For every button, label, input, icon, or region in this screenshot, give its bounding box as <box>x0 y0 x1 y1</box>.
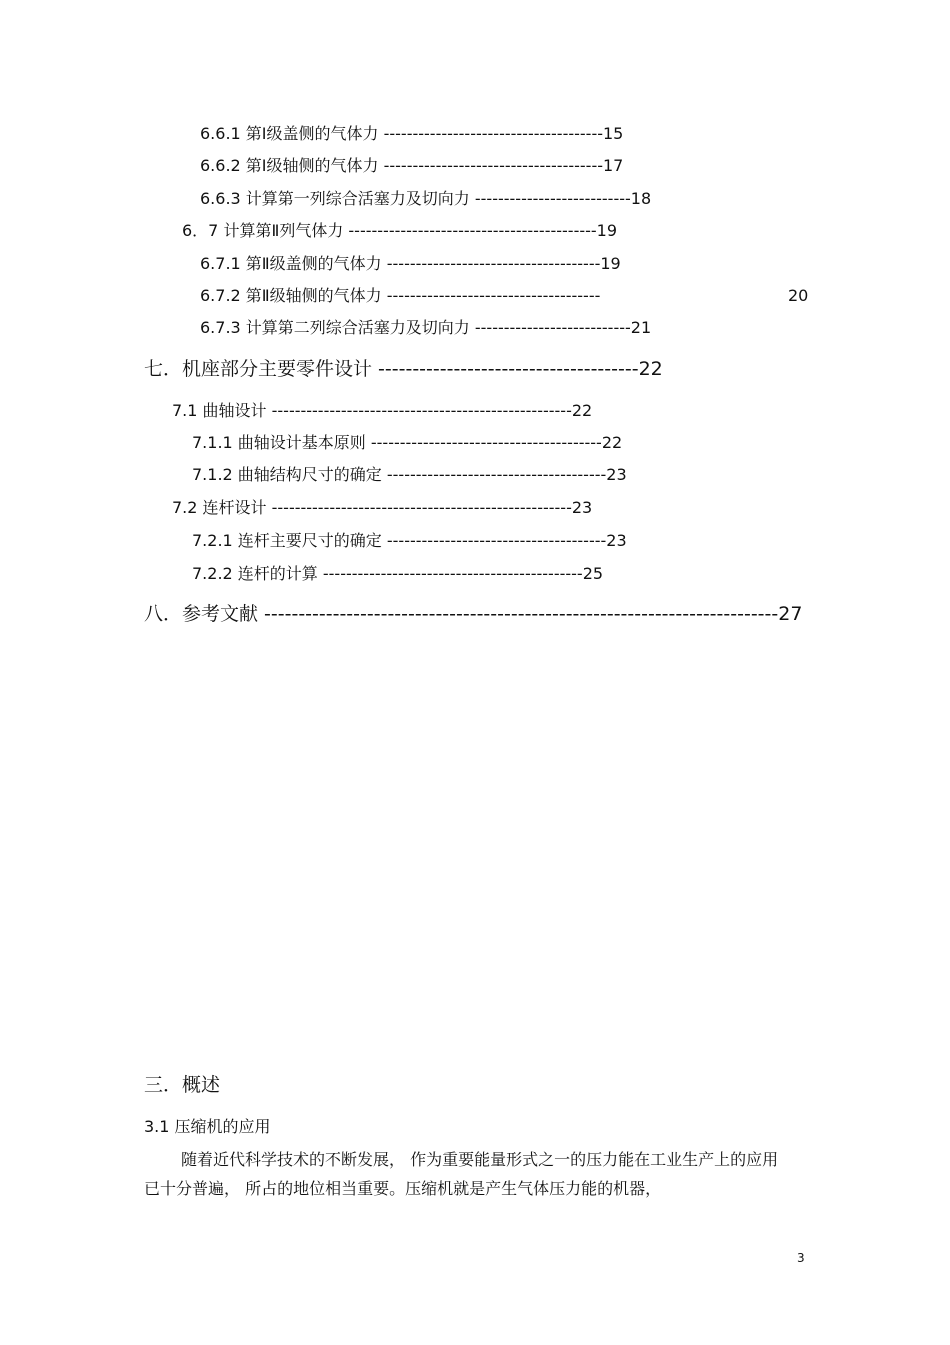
toc-entry-7-2-1: 7.2.1 连杆主要尺寸的确定 --------------------------------------23 <box>192 531 627 550</box>
toc-entry-6-7-2: 6.7.2 第Ⅱ级轴侧的气体力 ------------------------------------- <box>200 286 601 305</box>
toc-entry-7-2-2: 7.2.2 连杆的计算 ---------------------------------------------25 <box>192 564 604 583</box>
section-subtitle: 3.1 压缩机的应用 <box>144 1117 271 1136</box>
toc-chapter-7: 七．机座部分主要零件设计 --------------------------------------22 <box>144 358 663 380</box>
toc-entry-6-6-2: 6.6.2 第Ⅰ级轴侧的气体力 --------------------------------------17 <box>200 156 624 175</box>
toc-entry-6-7-2-page: 20 <box>788 286 809 305</box>
toc-entry-7-2: 7.2 连杆设计 ----------------------------------------------------23 <box>172 498 593 517</box>
toc-entry-7-1: 7.1 曲轴设计 ----------------------------------------------------22 <box>172 401 593 420</box>
section-paragraph: 随着近代科学技术的不断发展， 作为重要能量形式之一的压力能在工业生产上的应用已十分普遍， 所占的地位相当重要。压缩机就是产生气体压力能的机器， <box>144 1150 779 1198</box>
toc-entry-6-6-1: 6.6.1 第Ⅰ级盖侧的气体力 --------------------------------------15 <box>200 124 624 143</box>
toc-entry-7-1-2: 7.1.2 曲轴结构尺寸的确定 --------------------------------------23 <box>192 465 627 484</box>
toc-entry-6-7-3: 6.7.3 计算第二列综合活塞力及切向力 ---------------------------21 <box>200 318 652 337</box>
toc-entry-6-7: 6．7 计算第Ⅱ列气体力 -------------------------------------------19 <box>182 221 618 240</box>
page-number: 3 <box>797 1251 805 1265</box>
toc-chapter-8: 八．参考文献 ---------------------------------------------------------------------------27 <box>144 603 803 625</box>
toc-entry-7-1-1: 7.1.1 曲轴设计基本原则 ----------------------------------------22 <box>192 433 623 452</box>
toc-entry-6-7-1: 6.7.1 第Ⅱ级盖侧的气体力 -------------------------------------19 <box>200 254 621 273</box>
section-title: 三．概述 <box>144 1074 221 1096</box>
toc-entry-6-6-3: 6.6.3 计算第一列综合活塞力及切向力 ---------------------------18 <box>200 189 652 208</box>
